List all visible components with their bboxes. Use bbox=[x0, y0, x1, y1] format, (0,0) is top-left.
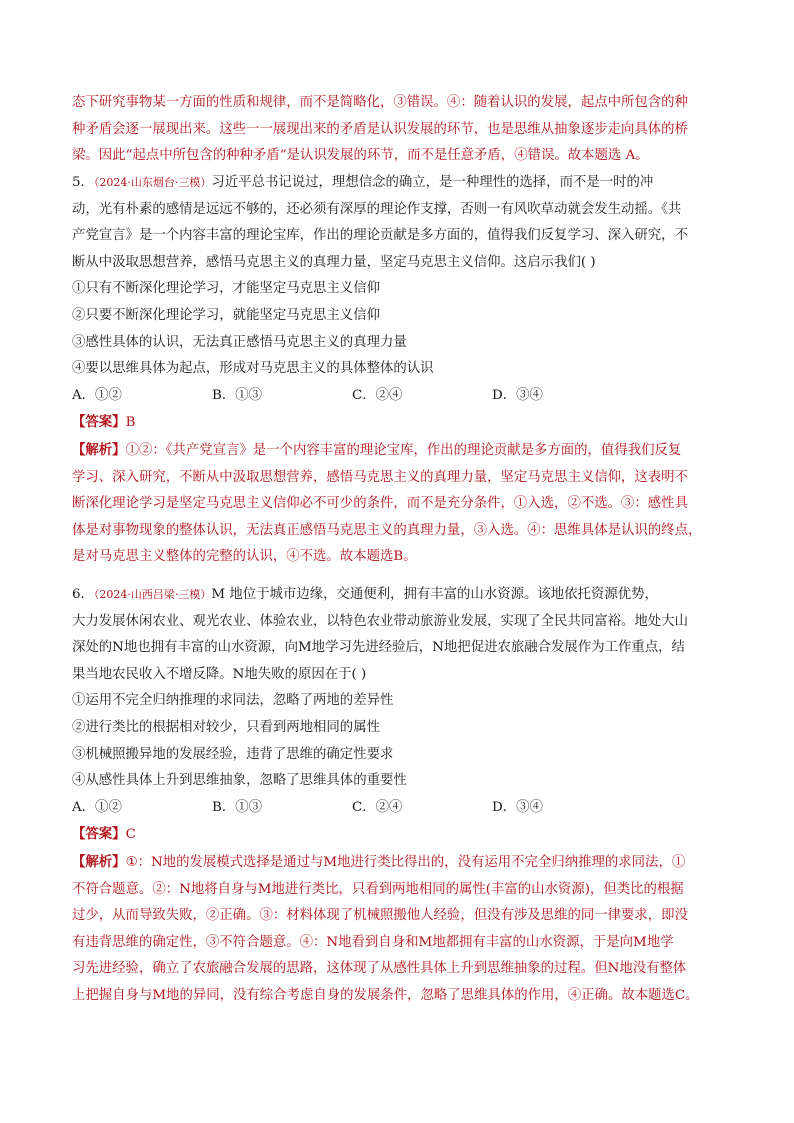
q5-analysis-line: ①②：《共产党宣言》是一个内容丰富的理论宝库，作出的理论贡献是多方面的，值得我们反复 bbox=[125, 442, 682, 458]
q5-analysis-line: 是对马克思主义整体的完整的认识，④不选。故本题选B。 bbox=[72, 549, 417, 565]
q5-stem-line: 产党宣言》是一个内容丰富的理论宝库，作出的理论贡献是多方面的，值得我们反复学习、深入研究，不 bbox=[72, 228, 688, 244]
question-5 bbox=[72, 170, 724, 571]
q5-option: ③感性具体的认识，无法真正感悟马克思主义的真理力量 bbox=[72, 334, 407, 350]
q5-analysis-line: 断深化理论学习是坚定马克思主义信仰必不可少的条件，而不是充分条件，①入选，②不选。③：感性具 bbox=[72, 496, 688, 512]
q6-number: 6． bbox=[72, 587, 94, 602]
q6-answer-value: C bbox=[125, 827, 136, 843]
q5-source: （2024·山东烟台·三模） bbox=[93, 176, 212, 189]
q5-analysis-first-line bbox=[72, 437, 724, 465]
q6-analysis-line: ①：N地的发展模式选择是通过与M地进行类比得出的，没有运用不完全归纳推理的求同法，① bbox=[125, 854, 686, 870]
question-6 bbox=[72, 582, 724, 1010]
q5-option: ②只要不断深化理论学习，就能坚定马克思主义信仰 bbox=[72, 307, 380, 323]
previous-analysis-continuation bbox=[72, 90, 724, 170]
q6-option: ②进行类比的根据相对较少，只看到两地相同的属性 bbox=[72, 719, 380, 735]
q5-choice-d: D．③④ bbox=[492, 387, 543, 403]
q6-choice-d: D．③④ bbox=[492, 799, 543, 815]
q6-analysis-line: 过少，从而导致失败，②正确。③：材料体现了机械照搬他人经验，但没有涉及思维的同一律要求，即没 bbox=[72, 908, 688, 924]
q6-stem-line: 大力发展休闲农业、观光农业、体验农业，以特色农业带动旅游业发展，实现了全民共同富裕。地处大山 bbox=[72, 613, 688, 629]
q5-number: 5． bbox=[72, 175, 94, 190]
q5-stem-line: 断从中汲取思想营养，感悟马克思主义的真理力量，坚定马克思主义信仰。这启示我们( ) bbox=[72, 254, 596, 270]
q5-option: ④要以思维具体为起点，形成对马克思主义的具体整体的认识 bbox=[72, 361, 434, 377]
q6-source: （2024·山西吕梁·三模） bbox=[93, 588, 212, 601]
q5-option: ①只有不断深化理论学习，才能坚定马克思主义信仰 bbox=[72, 281, 380, 297]
q6-stem-line: 果当地农民收入不增反降。N地失败的原因在于( ) bbox=[72, 666, 367, 682]
q5-analysis-label: 【解析】 bbox=[72, 441, 126, 458]
q5-choices bbox=[72, 383, 724, 410]
q6-choice-a: A．①② bbox=[72, 799, 122, 815]
q6-stem-first-line bbox=[72, 582, 724, 609]
q6-analysis-label: 【解析】 bbox=[72, 853, 126, 870]
intro-line: 种矛盾会逐一展现出来。这些一一展现出来的矛盾是认识发展的环节，也是思维从抽象逐步走向具体的桥 bbox=[72, 121, 688, 137]
q6-analysis-first-line bbox=[72, 849, 724, 877]
q5-stem-first-line bbox=[72, 170, 724, 197]
q5-stem-line: 习近平总书记说过，理想信念的确立，是一种理性的选择，而不是一时的冲 bbox=[211, 175, 654, 190]
q6-stem-line: 深处的N地也拥有丰富的山水资源，向M地学习先进经验后，N地把促进农旅融合发展作为工作重点，结 bbox=[72, 640, 685, 656]
q5-stem-line: 动，光有朴素的感情是远远不够的，还必须有深厚的理论作支撑，否则一有风吹草动就会发生动摇。《共 bbox=[72, 201, 682, 217]
q5-answer-value: B bbox=[125, 415, 136, 431]
q6-answer-label: 【答案】 bbox=[72, 826, 126, 843]
q5-choice-c: C．②④ bbox=[352, 387, 403, 403]
q6-analysis-line: 习先进经验，确立了农旅融合发展的思路，这体现了从感性具体上升到思维抽象的过程。但N地没有整体 bbox=[72, 961, 687, 977]
q6-choice-b: B．①③ bbox=[212, 799, 263, 815]
q5-analysis-line: 学习、深入研究，不断从中汲取思想营养，感悟马克思主义的真理力量，坚定马克思主义信仰，这表明不 bbox=[72, 469, 688, 485]
q6-choice-c: C．②④ bbox=[352, 799, 403, 815]
q6-option: ③机械照搬异地的发展经验，违背了思维的确定性要求 bbox=[72, 746, 394, 762]
q5-choice-b: B．①③ bbox=[212, 387, 263, 403]
intro-line: 梁。因此“起点中所包含的种种矛盾”是认识发展的环节，而不是任意矛盾，④错误。故本题选 A。 bbox=[72, 148, 649, 164]
q5-choice-a: A．①② bbox=[72, 387, 122, 403]
q6-analysis-line: 不符合题意。②：N地将自身与M地进行类比，只看到两地相同的属性(丰富的山水资源)，但类比的根据 bbox=[72, 881, 684, 897]
q6-answer bbox=[72, 821, 724, 849]
q5-answer bbox=[72, 409, 724, 437]
q6-option: ④从感性具体上升到思维抽象，忽略了思维具体的重要性 bbox=[72, 773, 407, 789]
q6-analysis-line: 上把握自身与M地的异同，没有综合考虑自身的发展条件，忽略了思维具体的作用，④正确。故本题选C。 bbox=[72, 987, 699, 1003]
q5-analysis-line: 体是对事物现象的整体认识，无法真正感悟马克思主义的真理力量，③入选。④：思维具体是认识的终点， bbox=[72, 522, 702, 538]
q6-stem-line: M 地位于城市边缘，交通便利，拥有丰富的山水资源。该地依托资源优势， bbox=[211, 587, 658, 602]
q6-option: ①运用不完全归纳推理的求同法，忽略了两地的差异性 bbox=[72, 693, 394, 709]
q6-choices bbox=[72, 795, 724, 822]
q5-answer-label: 【答案】 bbox=[72, 414, 126, 431]
q6-analysis-line: 有违背思维的确定性，③不符合题意。④：N地看到自身和M地都拥有丰富的山水资源，于是向M地学 bbox=[72, 934, 674, 950]
intro-line: 态下研究事物某一方面的性质和规律，而不是简略化，③错误。④：随着认识的发展，起点中所包含的种 bbox=[72, 95, 688, 110]
